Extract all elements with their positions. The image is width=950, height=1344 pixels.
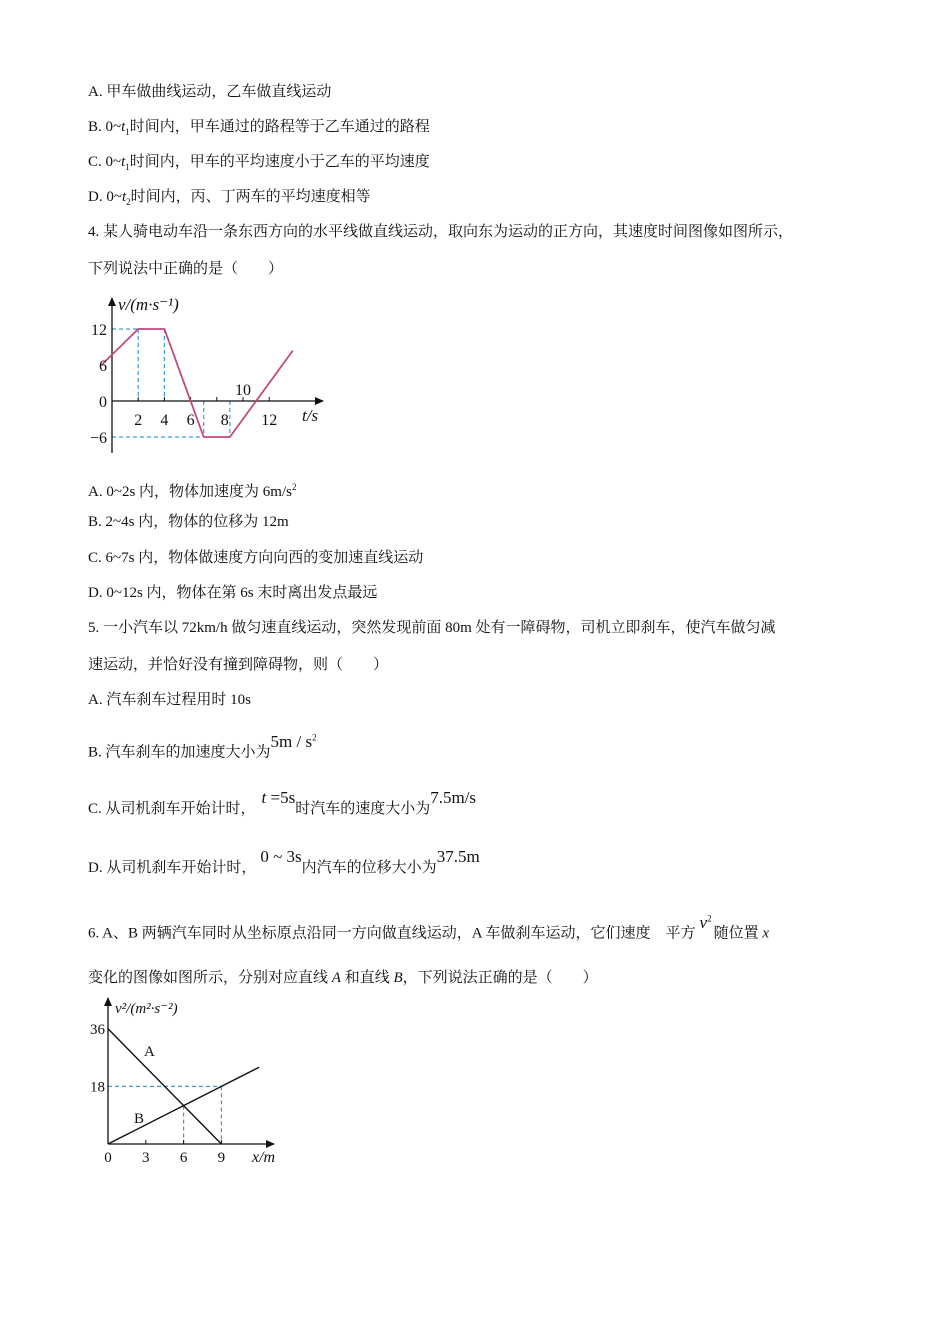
q3-option-c-post: 时间内，甲车的平均速度小于乙车的平均速度 bbox=[129, 154, 430, 170]
q5-option-b-sup: 2 bbox=[312, 732, 317, 742]
vt-x-tick-label-8: 8 bbox=[220, 412, 229, 429]
q6-stem-line2-b: 和直线 bbox=[344, 970, 390, 986]
q4-option-d: D. 0~12s 内，物体在第 6s 末时离出发点最远 bbox=[88, 585, 378, 601]
q6-stem-v-var: v bbox=[699, 912, 708, 932]
q3-option-c-var: t bbox=[121, 154, 126, 170]
q4-option-a bbox=[88, 477, 296, 502]
vt-y-tick-label-2: 0 bbox=[99, 394, 107, 411]
q3-option-d-post: 时间内，丙、丁两车的平均速度相等 bbox=[130, 189, 371, 205]
vt-y-tick-label-3: −6 bbox=[89, 430, 107, 447]
vx-x-tick-label-9: 9 bbox=[217, 1150, 226, 1166]
q4-option-a-sup: 2 bbox=[291, 482, 297, 492]
q5-stem-line2: 速运动，并恰好没有撞到障碍物，则（ ） bbox=[88, 657, 389, 673]
vx-y-tick-label-36: 36 bbox=[90, 1021, 105, 1038]
q4-stem-line2: 下列说法中正确的是（ ） bbox=[88, 261, 284, 277]
q6-stem-x: x bbox=[762, 925, 770, 942]
q5-option-c bbox=[88, 788, 477, 819]
q5-option-d-text1: D. 从司机刹车开始计时， bbox=[88, 860, 257, 876]
q6-stem-v-sup: 2 bbox=[707, 913, 712, 923]
q5-option-d-text2: 内汽车的位移大小为 bbox=[301, 860, 437, 876]
vx-x-tick-label-3: 3 bbox=[142, 1150, 150, 1166]
q5-stem-line1: 5. 一小汽车以 72km/h 做匀速直线运动，突然发现前面 80m 处有一障碍物，司机立即刹车，使汽车做匀减 bbox=[88, 620, 776, 636]
q5-option-b-text: B. 汽车刹车的加速度大小为 bbox=[88, 744, 271, 761]
q3-option-c-sub: 1 bbox=[125, 162, 130, 172]
q5-option-b-math bbox=[271, 732, 317, 751]
vt-x-tick-label-12: 12 bbox=[261, 412, 278, 429]
vx-x-tick-label-6: 6 bbox=[179, 1150, 188, 1166]
q5-option-c-math1 bbox=[262, 788, 296, 807]
vx-x-label: x/m bbox=[252, 1149, 276, 1166]
q3-option-d-var: t bbox=[121, 189, 127, 205]
q6-stem-line2-c: ，下列说法正确的是（ ） bbox=[402, 970, 598, 986]
q3-option-a bbox=[88, 82, 331, 102]
q5-option-a: A. 汽车刹车过程用时 10s bbox=[88, 692, 251, 708]
v2x-chart bbox=[80, 992, 290, 1172]
q3-option-d-sub: 2 bbox=[126, 197, 131, 207]
q6-stem-line2 bbox=[88, 968, 598, 988]
q5-option-c-text2: 时汽车的速度大小为 bbox=[295, 801, 431, 817]
q5-option-c-text1: C. 从司机刹车开始计时， bbox=[88, 801, 256, 817]
q5-option-d-math2: 37.5m bbox=[436, 847, 480, 866]
q5-option-d bbox=[88, 847, 480, 878]
vt-y-tick-label-1: 6 bbox=[99, 358, 107, 375]
q4-option-b: B. 2~4s 内，物体的位移为 12m bbox=[88, 514, 289, 530]
vt-chart bbox=[80, 288, 340, 460]
q6-stem-line2-a: 变化的图像如图所示，分别对应直线 bbox=[88, 970, 329, 986]
q5-option-d-math1: 0 ~ 3s bbox=[260, 847, 302, 866]
q3-option-d bbox=[88, 187, 371, 212]
vx-x-tick-label-0: 0 bbox=[104, 1150, 112, 1166]
q4-option-c: C. 6~7s 内，物体做速度方向向西的变加速直线运动 bbox=[88, 550, 424, 566]
vx-y-tick-label-18: 18 bbox=[90, 1079, 105, 1096]
q5-option-c-math2: 7.5m/s bbox=[430, 788, 477, 807]
q4-option-a-text: A. 0~2s 内，物体加速度为 6m/s bbox=[88, 484, 292, 500]
vx-series-label-B: B bbox=[134, 1111, 145, 1127]
vx-series-B bbox=[108, 1067, 259, 1144]
q3-option-c bbox=[88, 152, 430, 177]
vt-y-tick-label-0: 12 bbox=[91, 322, 107, 339]
q3-option-b-sub: 1 bbox=[125, 127, 130, 137]
q6-stem-B: B bbox=[393, 970, 403, 986]
q3-option-a-text: A. 甲车做曲线运动，乙车做直线运动 bbox=[88, 84, 332, 100]
vt-y-label: v/(m·s⁻¹) bbox=[118, 295, 179, 314]
vx-series-label-A: A bbox=[144, 1044, 155, 1060]
q6-stem-a: 6. A、B 两辆汽车同时从坐标原点沿同一方向做直线运动，A 车做刹车运动，它们速度 平方 bbox=[88, 925, 696, 942]
vt-x-label: t/s bbox=[302, 406, 319, 425]
q5-option-b-math-text: 5m / s bbox=[270, 731, 313, 751]
q6-stem-v bbox=[700, 913, 712, 932]
q5-option-b bbox=[88, 731, 317, 763]
q5-option-c-math1-rest: =5s bbox=[266, 788, 296, 807]
q3-option-c-pre: C. 0~ bbox=[88, 154, 122, 170]
vt-x-tick-label-2: 2 bbox=[134, 412, 143, 429]
q4-stem-line1: 4. 某人骑电动车沿一条东西方向的水平线做直线运动，取向东为运动的正方向，其速度时间图像如图所示， bbox=[88, 224, 794, 240]
q5-option-c-var: t bbox=[261, 788, 267, 807]
q6-stem-b: 随位置 bbox=[713, 925, 759, 942]
vx-y-label: v²/(m²·s⁻²) bbox=[115, 1001, 178, 1017]
vt-tick-labels bbox=[90, 322, 277, 447]
q3-option-b-pre: B. 0~ bbox=[88, 119, 122, 135]
q3-option-b-post: 时间内，甲车通过的路程等于乙车通过的路程 bbox=[129, 119, 430, 135]
q6-stem-A: A bbox=[331, 970, 341, 986]
vt-x-tick-label-6: 6 bbox=[186, 412, 195, 429]
vt-x-tick-label-4: 4 bbox=[160, 412, 169, 429]
q6-stem-line1 bbox=[88, 912, 770, 944]
q3-option-b bbox=[88, 117, 430, 142]
q3-option-b-var: t bbox=[121, 119, 126, 135]
vt-x-tick-label-10: 10 bbox=[235, 382, 251, 399]
q3-option-d-pre: D. 0~ bbox=[88, 189, 122, 205]
